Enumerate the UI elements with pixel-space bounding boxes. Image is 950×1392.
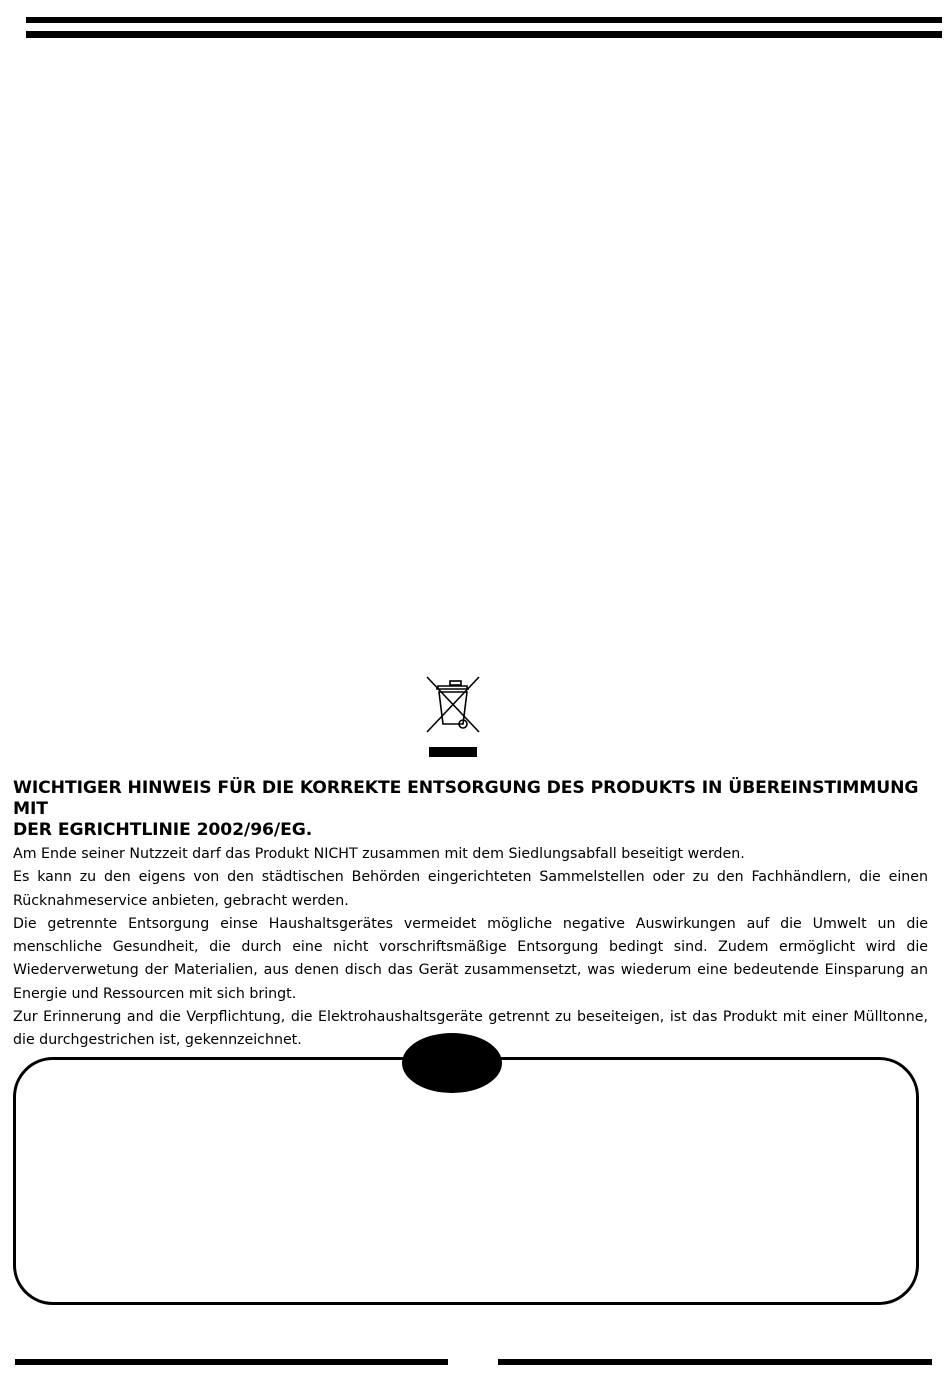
crossed-out-wheelie-bin-icon — [424, 672, 482, 757]
bottom-rule-left — [15, 1359, 448, 1365]
notice-body — [13, 843, 928, 1053]
weee-disposal-notice — [13, 778, 928, 1053]
notice-paragraph-4: Zur Erinnerung and die Verpflichtung, die Elektrohaushaltsgeräte getrennt zu beseiteigen, ist das Produkt mit einer Mülltonne, die durchgestrichen ist, gekennzeichnet. — [13, 1009, 928, 1049]
box-badge-oval — [402, 1033, 502, 1093]
bottom-rule-right — [498, 1359, 932, 1365]
top-rule-thick — [26, 31, 942, 38]
notice-paragraph-1: Am Ende seiner Nutzzeit darf das Produkt NICHT zusammen mit dem Siedlungsabfall beseitigt werden. — [13, 846, 745, 862]
notice-paragraph-2: Es kann zu den eigens von den städtischen Behörden eingerichteten Sammelstellen oder zu den Fachhändlern, die einen Rücknahmeservice anbieten, gebracht werden. — [13, 869, 928, 909]
notice-heading-line-1: WICHTIGER HINWEIS FÜR DIE KORREKTE ENTSORGUNG DES PRODUKTS IN ÜBEREINSTIMMUNG MIT — [13, 778, 919, 819]
top-rule-thin — [26, 17, 942, 23]
rounded-info-box — [13, 1057, 919, 1305]
notice-heading — [13, 778, 928, 841]
notice-heading-line-2: DER EGRICHTLINIE 2002/96/EG. — [13, 820, 313, 840]
notice-paragraph-3: Die getrennte Entsorgung einse Haushaltsgerätes vermeidet mögliche negative Auswirkungen auf die Umwelt un die menschliche Gesundheit, die durch eine nicht vorschriftsmäßige Entsorgung bedingt sind. Zudem ermöglicht wird die Wiederverwetung der Materialien, aus denen disch das Gerät zusammensetzt, was wiederum eine bedeutende Einsparung an Energie und Ressourcen mit sich bringt. — [13, 915, 928, 1002]
